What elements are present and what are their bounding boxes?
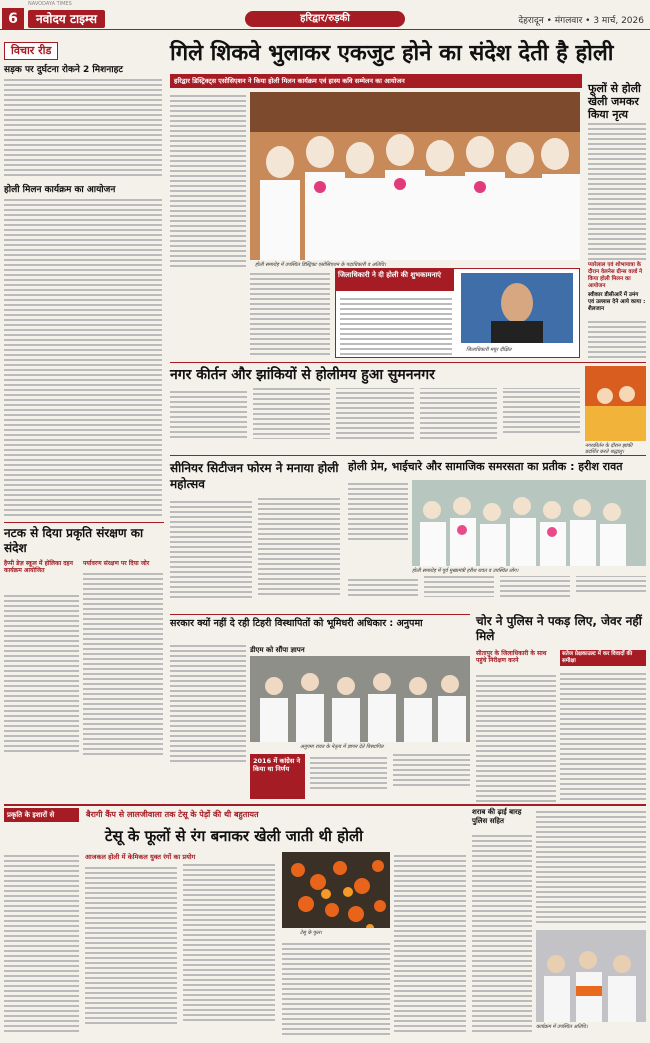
tesu-headline: टेसू के फूलों से रंग बनाकर खेली जाती थी होली — [104, 827, 364, 845]
kirtan-body — [170, 388, 580, 448]
dm-caption: जिलाधिकारी मयूर दीक्षित — [466, 347, 512, 353]
thief-sub: सीतापुर के जिलाधिकारी के साथ पहुंचे निरीक्षण करने — [476, 650, 547, 664]
masthead: नवोदय टाइम्स — [28, 10, 105, 28]
tesu-body-2 — [85, 864, 275, 1036]
harish-body-1 — [348, 480, 408, 540]
bottom-right-body-2 — [536, 808, 646, 928]
dm-box-title: जिलाधिकारी ने दी होली की शुभकामनाएं — [336, 269, 454, 291]
anupma-sub: डीएम को सौंपा ज्ञापन — [250, 646, 305, 654]
right1-headline: फूलों से होली खेली जमकर किया नृत्य — [588, 82, 641, 121]
tesu-body-1 — [4, 852, 79, 1037]
right1-box: स्वीकार डीसीआरें में उमंग एवं उल्लास देने आये काया : शैलजान — [588, 292, 646, 312]
nature-body-2 — [83, 570, 163, 755]
thief-body-2 — [560, 670, 646, 800]
main-subhead: हरिद्वार डिस्ट्रिक्ट्स एसोसिएशन ने किया होली मिलन कार्यक्रम एवं हास्य कवि सम्मेलन का आयोजन — [170, 74, 582, 88]
tesu-caption: टेसू के फूल। — [300, 930, 323, 936]
tesu-body-3 — [282, 940, 390, 1036]
rule — [4, 522, 164, 523]
right1-body-2 — [588, 318, 646, 358]
senior-body — [170, 498, 340, 598]
tesu-sub: आजकल होली में केमिकल युक्त रंगों का प्रयोग — [85, 853, 196, 861]
city-band: हरिद्वार/रुड़की — [245, 11, 405, 27]
anupma-sidebox: 2016 में कांग्रेस ने किया था निर्णय — [250, 754, 305, 799]
dm-photo — [461, 273, 573, 343]
harish-headline: होली प्रेम, भाईचारे और सामाजिक समरसता का प्रतीक : हरीश रावत — [348, 460, 623, 473]
rule — [170, 362, 646, 363]
harish-caption: होली समारोह में पूर्व मुख्यमंत्री हरीश रावत व उपस्थित लोग। — [412, 568, 519, 574]
anupma-caption: अनुपमा रावत के नेतृत्व में ज्ञापन देते विस्थापित — [300, 744, 384, 750]
thief-box: सतेज प्रेक्षकाउल्ट में कर विवादों की समीक्षा — [560, 650, 646, 666]
senior-headline: सीनियर सिटीजन फोरम ने मनाया होली महोत्सव — [170, 461, 339, 491]
left-col-body — [4, 196, 162, 516]
anupma-body-2 — [310, 754, 470, 802]
kirtan-photo — [585, 366, 646, 441]
anupma-photo — [250, 656, 470, 742]
vichar-body — [4, 76, 162, 181]
tesu-body-4 — [394, 852, 466, 1037]
tesu-kicker: बैरागी कैंप से लालजीवाला तक टेसू के पेड़ों की थी बहुतायत — [86, 810, 259, 819]
anupma-headline: सरकार क्यों नहीं दे रही टिहरी विस्थापितों को भूमिधरी अधिकार : अनुपमा — [170, 618, 423, 629]
right1-subhead: प्यारेलाल एवं शोभायात्रा के दौरान वेलनेस ग्रीन्स वर्ल्ड ने किया होली मिलन का आयोजन — [588, 262, 643, 289]
kirtan-caption: नगरकीर्तन के दौरान झांकी प्रदर्शित करते श्रद्धालु। — [585, 443, 633, 455]
harish-body-2 — [348, 576, 646, 610]
bottom-right-caption: कार्यक्रम में उपस्थित अतिथि। — [536, 1024, 588, 1030]
vichar-label: विचार रीड — [4, 42, 58, 60]
rule — [170, 614, 470, 615]
main-headline: गिले शिकवे भुलाकर एकजुट होने का संदेश देती है होली — [170, 41, 614, 66]
header-bar — [0, 8, 650, 30]
bottom-right-headline: शराब की ढ़ाई बारह पुलिस सहित — [472, 808, 522, 825]
rule — [4, 804, 646, 806]
dm-box — [335, 268, 580, 358]
anupma-body-1 — [170, 642, 246, 762]
bottom-right-body-1 — [472, 832, 532, 1037]
masthead-small: NAVODAYA TIMES — [28, 1, 72, 7]
kirtan-headline: नगर कीर्तन और झांकियों से होलीमय हुआ सुमननगर — [170, 367, 435, 383]
nature-sub2: पर्यावरण संरक्षण पर दिया जोर — [83, 560, 150, 567]
right1-body — [588, 120, 646, 260]
dm-box-body — [340, 295, 452, 355]
bottom-right-photo — [536, 930, 646, 1022]
holi-milan-subhead: होली मिलन कार्यक्रम का आयोजन — [4, 185, 116, 195]
nature-headline: नटक से दिया प्रकृति संरक्षण का संदेश — [4, 526, 144, 555]
page-number: 6 — [2, 8, 24, 30]
harish-photo — [412, 480, 646, 566]
nature-sub1: हैप्पी डेज़ स्कूल में होलिका दहन कार्यक्रम आयोजित — [4, 560, 73, 574]
main-body-2 — [250, 270, 330, 355]
nature-body-1 — [4, 592, 79, 752]
thief-headline: चोर ने पुलिस ने पकड़ लिए, जेवर नहीं मिले — [476, 614, 642, 643]
main-photo-caption: होली समारोह में उपस्थित डिस्ट्रिक्ट एसोसिएशन के पदाधिकारी व अतिथि। — [255, 262, 386, 268]
thief-body — [476, 672, 556, 802]
dateline: देहरादून • मंगलवार • 3 मार्च, 2026 — [518, 16, 644, 26]
main-body-1 — [170, 92, 246, 267]
rule — [170, 455, 646, 456]
vichar-headline: सड़क पर दुर्घटना रोकने 2 मिशनाहट — [4, 65, 123, 75]
tesu-photo — [282, 852, 390, 928]
tesu-ribbon: प्रकृति के इशारों से — [4, 808, 79, 822]
